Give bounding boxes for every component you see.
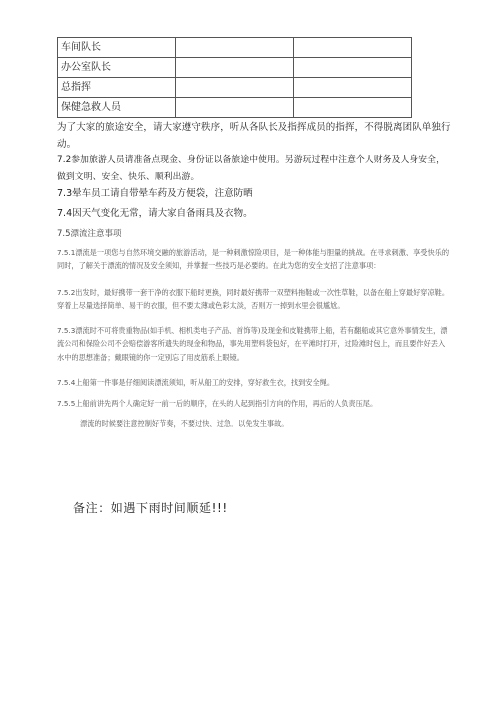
table-cell	[294, 78, 412, 98]
item-7-5-2: 7.5.2出发时，最好携带一套干净的衣服下船时更换，同时最好携带一双塑料拖鞋或一次性草鞋，以备在船上穿最好穿凉鞋。穿着上尽量选择简单、易干的衣服，但不要太薄或色彩太淡，否则万一掉到水里会很尴尬。	[57, 288, 450, 311]
table-cell	[294, 98, 412, 118]
table-cell	[294, 58, 412, 78]
table-row	[58, 78, 412, 98]
table-row	[58, 58, 412, 78]
closing-paragraph: 漂流的时候要注意控制好节奏，不要过快、过急．以免发生事故。	[80, 419, 289, 428]
table-cell	[176, 98, 294, 118]
item-7-2: 7.2参加旅游人员请准备点现金、身份证以备旅途中使用。另游玩过程中注意个人财务及人身安全，做到文明、安全、快乐、顺利出游。	[57, 155, 445, 182]
role-cell: 车间队长	[58, 38, 176, 58]
role-cell: 办公室队长	[58, 58, 176, 78]
role-cell: 总指挥	[58, 78, 176, 98]
item-7-5-3: 7.5.3漂流时不可将贵重物品(如手机、相机类电子产品、首饰等)及现金和皮鞋携带上船，若有翻船或其它意外事情发生，漂流公司和保险公司不会赔偿游客所遗失的现金和物品，事先用塑料袋包好，在平滩时打开，过险滩时包上，而且要作好丢入水中的思想准备；戴眼镜的你一定别忘了用皮筋系上眼镜。	[57, 326, 448, 362]
item-7-5-1: 7.5.1漂流是一项您与自然环境交融的旅游活动，是一种刺激惊险项目，是一种体能与胆量的挑战。在寻求刺激、享受快乐的同时，了解关于漂流的情况及安全须知，并掌握一些技巧是必要的。在此为您的安全支招了注意事项：	[57, 248, 450, 271]
item-7-3: 7.3晕车员工请自带晕车药及方便袋，注意防晒	[57, 188, 253, 199]
intro-paragraph: 为了大家的旅途安全，请大家遵守秩序，听从各队长及指挥成员的指挥，不得脱离团队单独行动。	[57, 122, 451, 150]
item-7-5-5: 7.5.5上船前讲先两个人确定好一前一后的顺序，在头的人起到指引方向的作用，再后的人负责压尾。	[57, 399, 378, 408]
item-7-4: 7.4因天气变化无常，请大家自备雨具及衣物。	[57, 208, 253, 219]
role-table	[57, 37, 412, 118]
table-cell	[294, 38, 412, 58]
item-7-5-4: 7.5.4上船第一件事是仔细阅读漂流须知，听从船工的安排，穿好救生衣，找到安全绳。	[57, 378, 335, 387]
table-cell	[176, 78, 294, 98]
table-row	[58, 38, 412, 58]
table-row	[58, 98, 412, 118]
item-7-5-heading: 7.5漂流注意事项	[57, 229, 122, 239]
table-cell	[176, 38, 294, 58]
role-cell: 保健急救人员	[58, 98, 176, 118]
table-cell	[176, 58, 294, 78]
remark-note: 备注：如遇下雨时间顺延!!!	[73, 501, 228, 515]
